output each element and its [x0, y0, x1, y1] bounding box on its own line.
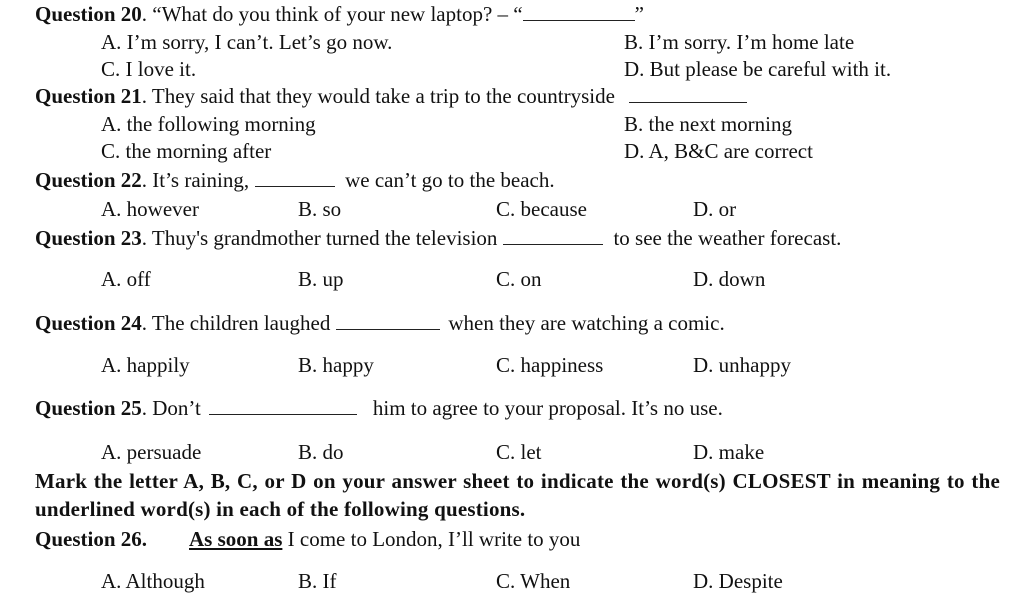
closing-quote: ” — [634, 2, 644, 26]
question-label: Question 26. — [35, 527, 148, 551]
option-a: A. the following morning — [101, 112, 316, 136]
option-d: D. unhappy — [693, 353, 791, 377]
option-c: C. I love it. — [101, 57, 197, 81]
option-d: D. A, B&C are correct — [624, 139, 813, 163]
option-d: D. make — [693, 440, 765, 464]
option-d: D. down — [693, 267, 766, 291]
question-text-after: to see the weather forecast. — [613, 226, 842, 250]
question-label: Question 25 — [35, 396, 142, 420]
option-d: D. or — [693, 197, 737, 221]
answer-blank — [209, 400, 357, 415]
option-b: B. up — [298, 267, 344, 291]
question-text-after: we can’t go to the beach. — [345, 168, 555, 192]
option-a: A. off — [101, 267, 151, 291]
question-text: I come to London, I’ll write to you — [282, 527, 581, 551]
question-text: . Thuy's grandmother turned the television — [141, 226, 498, 250]
question-text-after: him to agree to your proposal. It’s no use. — [372, 396, 723, 420]
question-20 — [35, 4, 644, 25]
option-b: B. If — [298, 569, 337, 593]
answer-blank — [523, 6, 635, 21]
question-26 — [35, 529, 580, 550]
option-a: A. I’m sorry, I can’t. Let’s go now. — [101, 30, 393, 54]
option-c: C. on — [496, 267, 542, 291]
answer-blank — [336, 315, 440, 330]
option-b: B. happy — [298, 353, 374, 377]
question-text: . They said that they would take a trip to the countryside — [141, 84, 615, 108]
option-a: A. persuade — [101, 440, 202, 464]
question-24 — [35, 313, 725, 334]
question-label: Question 22 — [35, 168, 142, 192]
option-b: B. the next morning — [624, 112, 792, 136]
underlined-phrase: As soon as — [189, 527, 283, 551]
answer-blank — [629, 88, 747, 103]
question-text: . Don’t — [141, 396, 201, 420]
question-text: . The children laughed — [141, 311, 331, 335]
option-c: C. let — [496, 440, 542, 464]
answer-blank — [255, 172, 335, 187]
option-a: A. however — [101, 197, 199, 221]
question-label: Question 20 — [35, 2, 142, 26]
question-label: Question 23 — [35, 226, 142, 250]
question-text: . It’s raining, — [141, 168, 250, 192]
question-22 — [35, 170, 555, 191]
question-23 — [35, 228, 841, 249]
option-a: A. Although — [101, 569, 205, 593]
option-b: B. I’m sorry. I’m home late — [624, 30, 855, 54]
question-25 — [35, 398, 723, 419]
question-label: Question 21 — [35, 84, 142, 108]
question-21 — [35, 86, 747, 107]
option-b: B. do — [298, 440, 344, 464]
answer-blank — [503, 230, 603, 245]
option-d: D. Despite — [693, 569, 783, 593]
option-a: A. happily — [101, 353, 190, 377]
question-text-after: when they are watching a comic. — [448, 311, 725, 335]
option-c: C. because — [496, 197, 587, 221]
option-c: C. When — [496, 569, 571, 593]
option-b: B. so — [298, 197, 342, 221]
question-label: Question 24 — [35, 311, 142, 335]
section-instruction: Mark the letter A, B, C, or D on your answer sheet to indicate the word(s) CLOSEST in meaning to the underlined word(s) in each of the following questions. — [35, 469, 1000, 521]
option-c: C. the morning after — [101, 139, 272, 163]
question-text: . “What do you think of your new laptop? – “ — [141, 2, 523, 26]
option-d: D. But please be careful with it. — [624, 57, 892, 81]
option-c: C. happiness — [496, 353, 604, 377]
